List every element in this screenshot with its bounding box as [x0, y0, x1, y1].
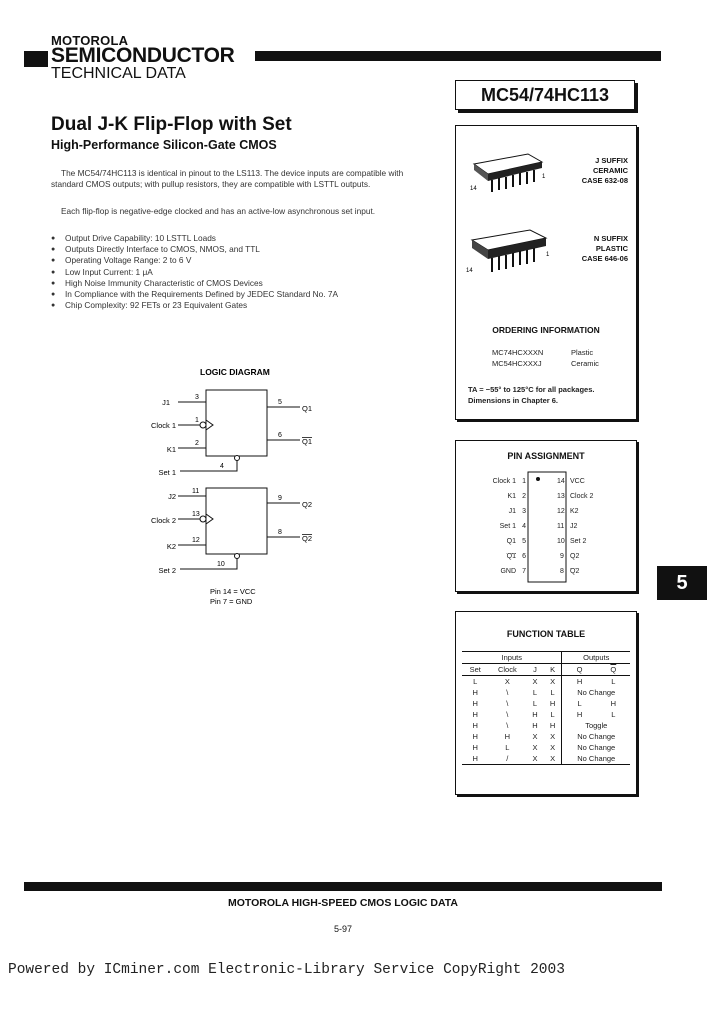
pin-left-name: K1 — [507, 493, 516, 500]
temp-note: TA = −55° to 125°C for all packages. — [468, 385, 595, 394]
feature-item: ● Output Drive Capability: 10 LSTTL Loads — [51, 233, 441, 244]
cell: \ — [506, 688, 509, 697]
plastic-dip-icon — [464, 222, 554, 280]
feature-item: ● Chip Complexity: 92 FETs or 23 Equivalent Gates — [51, 300, 441, 311]
ff1-pin-j: 3 — [195, 394, 199, 401]
pin-left-num: 4 — [522, 523, 526, 530]
n-suffix-line: PLASTIC — [595, 244, 628, 253]
cell: L — [577, 699, 582, 708]
ff2-clock-bubble — [200, 516, 206, 522]
col-header: K — [544, 664, 562, 676]
pin-left-num: 1 — [522, 478, 526, 485]
pin-left-name: J1 — [508, 508, 516, 515]
ordering-pkg: Plastic — [571, 348, 594, 357]
ff2-k-label: K2 — [166, 542, 176, 551]
col-header: Clock — [497, 665, 517, 674]
pin-assignment-panel — [455, 440, 637, 592]
pin-right-num: 12 — [557, 508, 565, 515]
cell: X — [544, 753, 562, 765]
logic-diagram-title: LOGIC DIAGRAM — [200, 367, 270, 377]
table-row — [462, 687, 630, 698]
plastic-pin1: 1 — [546, 252, 550, 258]
part-number: MC54/74HC113 — [480, 84, 610, 105]
pin-right-name: Q2 — [570, 568, 580, 575]
feature-item: ● Operating Voltage Range: 2 to 6 V — [51, 255, 441, 266]
cell: No Change — [577, 743, 616, 752]
part-number-box — [455, 80, 635, 110]
col-header: J — [533, 665, 537, 674]
cell: No Change — [577, 688, 616, 697]
cell: X — [532, 743, 538, 752]
pin-right-name: Set 2 — [570, 538, 587, 545]
pin-right-num: 14 — [557, 478, 565, 485]
pin-right-name: Q2 — [570, 553, 580, 560]
cell: X — [544, 676, 562, 688]
ff1-qbar-label: Q1 — [302, 437, 313, 446]
ordering-pkg: Ceramic — [571, 359, 599, 368]
feature-item: ● Outputs Directly Interface to CMOS, NMOS, and TTL — [51, 244, 441, 255]
cell: H — [610, 699, 617, 708]
col-header: Set — [469, 665, 481, 674]
pin-right-num: 8 — [560, 568, 564, 575]
page-number: 5-97 — [333, 924, 352, 934]
pin-left-name: GND — [500, 568, 516, 575]
n-suffix-line: N SUFFIX — [593, 234, 628, 243]
description-para-2: Each flip-flop is negative-edge clocked and has an active-low asynchronous set input. — [61, 206, 376, 216]
cell: L — [473, 677, 478, 686]
cell: H — [472, 721, 478, 730]
pin-left-num: 7 — [522, 568, 526, 575]
ordering-part: MC74HCXXXN — [492, 348, 544, 357]
ordering-part: MC54HCXXXJ — [492, 359, 542, 368]
ff2-pin-set: 10 — [217, 561, 225, 568]
cell: H — [576, 710, 583, 719]
ff2-clock-label: Clock 2 — [150, 516, 176, 525]
ff1-pin-k: 2 — [195, 440, 199, 447]
pin1-marker — [536, 477, 540, 481]
pin-diagram — [456, 469, 636, 587]
ff1-set-line — [180, 460, 237, 471]
cell: X — [532, 677, 538, 686]
inputs-group-header: Inputs — [462, 652, 562, 664]
feature-list — [51, 233, 441, 311]
outputs-group-header: Outputs — [583, 653, 610, 662]
footer-logic-data: MOTOROLA HIGH-SPEED CMOS LOGIC DATA — [227, 897, 459, 909]
cell: L — [532, 699, 538, 708]
ff1-q-label: Q1 — [302, 404, 313, 413]
powered-by-text: Powered by ICminer.com Electronic-Library Service CopyRight 2003 — [8, 962, 565, 978]
table-row — [462, 731, 630, 742]
ff2-box — [206, 488, 267, 554]
cell: H — [532, 710, 538, 719]
ff2-set-bubble — [235, 554, 240, 559]
ceramic-pin1: 1 — [542, 174, 546, 180]
ff2-pin-j: 11 — [192, 488, 200, 495]
pin-right-num: 11 — [557, 523, 565, 530]
cell: X — [544, 742, 562, 753]
page-title: Dual J-K Flip-Flop with Set — [51, 114, 292, 135]
company-name: MOTOROLA — [51, 33, 129, 48]
feature-item: ● High Noise Immunity Characteristic of CMOS Devices — [51, 278, 441, 289]
pin-left-name: Q1 — [506, 538, 516, 545]
j-suffix-line: J SUFFIX — [595, 156, 628, 165]
cell: H — [532, 721, 538, 730]
col-header: $\overline{Q}$ — [610, 665, 617, 674]
table-row — [462, 720, 630, 731]
ff2-q-label: Q2 — [302, 500, 313, 509]
col-header: Q — [576, 665, 583, 674]
cell: / — [506, 754, 509, 763]
cell: L — [611, 677, 616, 686]
table-row — [462, 753, 630, 765]
ff1-pin-set: 4 — [220, 463, 224, 470]
cell: \ — [506, 721, 509, 730]
feature-item: ● In Compliance with the Requirements Defined by JEDEC Standard No. 7A — [51, 289, 441, 300]
ff1-j-label: J1 — [162, 398, 170, 407]
cell: H — [544, 720, 562, 731]
cell: L — [505, 743, 510, 752]
cell: H — [472, 732, 478, 741]
table-row — [462, 676, 630, 688]
ff1-k-label: K1 — [166, 445, 176, 454]
pin-left-num: 2 — [522, 493, 526, 500]
pin-left-num: 3 — [522, 508, 526, 515]
pin-left-name: Q1 — [506, 553, 516, 560]
ff2-pin-clock: 13 — [192, 511, 200, 518]
ff2-set-line — [180, 558, 237, 569]
pin-right-name: J2 — [570, 523, 578, 530]
division-name: SEMICONDUCTOR — [51, 44, 235, 67]
cell: H — [544, 698, 562, 709]
cell: L — [611, 710, 616, 719]
cell: \ — [506, 699, 509, 708]
cell: Toggle — [585, 721, 608, 730]
ceramic-dip-icon — [468, 148, 548, 198]
cell: H — [472, 743, 478, 752]
header-bar-left — [24, 51, 48, 67]
section-tab — [657, 566, 707, 600]
description-para-1: The MC54/74HC113 is identical in pinout to the LS113. The device inputs are compatible with standard CMOS outputs; with pullup resistors, they are compatible with LSTTL outputs. — [51, 168, 404, 189]
ff2-pin-qbar: 8 — [278, 529, 282, 536]
ff1-box — [206, 390, 267, 456]
j-suffix-line: CERAMIC — [593, 166, 628, 175]
pin-right-num: 9 — [560, 553, 564, 560]
ff1-set-bubble — [235, 456, 240, 461]
pin-right-name: Clock 2 — [570, 493, 594, 500]
dimensions-note: Dimensions in Chapter 6. — [468, 396, 559, 405]
cell: X — [532, 754, 538, 763]
n-suffix-line: CASE 646-06 — [581, 254, 628, 263]
cell: L — [544, 709, 562, 720]
n-suffix-info — [582, 234, 628, 264]
cell: X — [504, 677, 510, 686]
package-panel — [455, 125, 637, 420]
table-row — [462, 698, 630, 709]
ff2-set-label: Set 2 — [158, 566, 176, 575]
cell: \ — [506, 710, 509, 719]
j-suffix-info — [582, 156, 628, 186]
ff2-j-label: J2 — [168, 492, 176, 501]
pin-vcc-note: Pin 14 = VCC — [210, 587, 256, 596]
ff1-pin-clock: 1 — [195, 417, 199, 424]
cell: H — [504, 732, 511, 741]
footer-bar — [24, 882, 662, 891]
doc-type: TECHNICAL DATA — [51, 65, 186, 82]
j-suffix-line: CASE 632-08 — [581, 176, 628, 185]
ff2-qbar-label: Q2 — [302, 534, 313, 543]
pin-left-name: Clock 1 — [492, 478, 516, 485]
pin-left-name: Set 1 — [499, 523, 516, 530]
ff1-clock-label: Clock 1 — [150, 421, 176, 430]
ff1-pin-qbar: 6 — [278, 432, 282, 439]
pin-right-num: 10 — [557, 538, 565, 545]
pin-left-num: 6 — [522, 553, 526, 560]
cell: No Change — [577, 754, 616, 763]
pin-right-name: K2 — [570, 508, 579, 515]
cell: No Change — [577, 732, 616, 741]
header-bar-right — [255, 51, 661, 61]
ff1-pin-q: 5 — [278, 399, 282, 406]
function-table-panel — [455, 611, 637, 795]
cell: H — [576, 677, 583, 686]
cell: H — [472, 754, 478, 763]
section-number: 5 — [676, 571, 688, 594]
pin-left-num: 5 — [522, 538, 526, 545]
table-row — [462, 709, 630, 720]
logic-diagram — [140, 362, 340, 612]
cell: X — [544, 731, 562, 742]
function-table-title: FUNCTION TABLE — [506, 629, 586, 639]
ff1-clock-triangle — [206, 420, 213, 430]
ff1-set-label: Set 1 — [158, 468, 176, 477]
ordering-title: ORDERING INFORMATION — [492, 325, 600, 335]
cell: L — [532, 688, 538, 697]
cell: L — [544, 687, 562, 698]
cell: H — [472, 699, 478, 708]
ff1-clock-bubble — [200, 422, 206, 428]
function-table — [462, 651, 630, 765]
cell: H — [472, 710, 478, 719]
ff2-pin-k: 12 — [192, 537, 200, 544]
pin-assignment-title: PIN ASSIGNMENT — [507, 451, 585, 461]
plastic-pin14: 14 — [466, 268, 473, 274]
table-row — [462, 742, 630, 753]
page-subtitle: High-Performance Silicon-Gate CMOS — [51, 138, 277, 152]
ceramic-pin14: 14 — [470, 186, 477, 192]
cell: X — [532, 732, 538, 741]
pin-right-num: 13 — [557, 493, 565, 500]
ff2-pin-q: 9 — [278, 495, 282, 502]
feature-item: ● Low Input Current: 1 μA — [51, 267, 441, 278]
cell: H — [472, 688, 478, 697]
pin-gnd-note: Pin 7 = GND — [210, 597, 253, 606]
pin-right-name: VCC — [570, 478, 585, 485]
ff2-clock-triangle — [206, 514, 213, 524]
